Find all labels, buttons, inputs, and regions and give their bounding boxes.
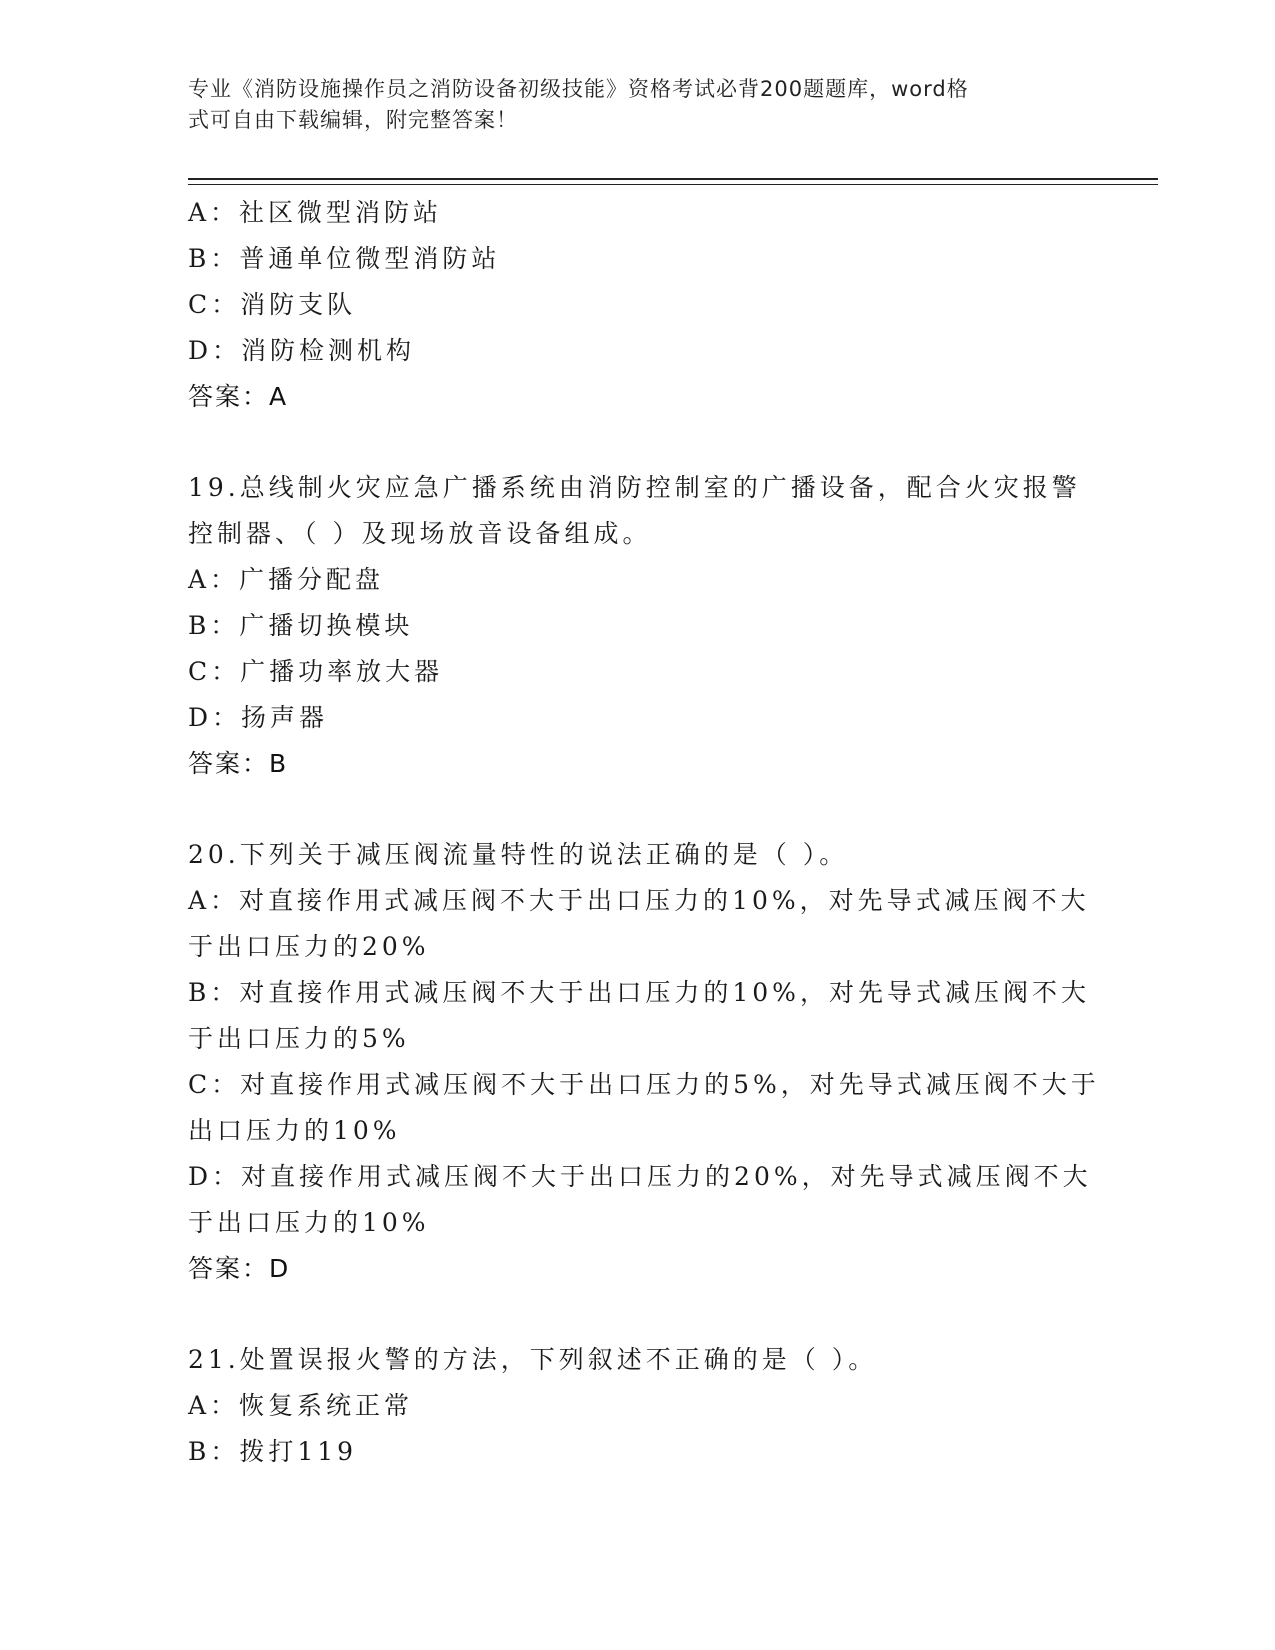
question-stem: 21.处置误报火警的方法，下列叙述不正确的是（ ）。 [188, 1345, 878, 1374]
option-b-continued: 于出口压力的5% [188, 1024, 410, 1053]
header-line-1: 专业《消防设施操作员之消防设备初级技能》资格考试必背200题题库，word格 [188, 77, 969, 101]
option-d: D：对直接作用式减压阀不大于出口压力的20%，对先导式减压阀不大 [188, 1162, 1092, 1191]
option-c: C：广播功率放大器 [188, 657, 444, 686]
answer: 答案：B [188, 749, 289, 778]
question-stem: 19.总线制火灾应急广播系统由消防控制室的广播设备，配合火灾报警 [188, 473, 1081, 502]
option-d: D：扬声器 [188, 703, 329, 732]
option-c: C：消防支队 [188, 290, 357, 319]
header-line-2: 式可自由下载编辑，附完整答案！ [188, 108, 518, 132]
header-divider-thick [188, 178, 1158, 180]
question-stem: 20.下列关于减压阀流量特性的说法正确的是（ ）。 [188, 840, 849, 869]
document-header [188, 74, 1078, 136]
spacer [188, 1292, 1088, 1337]
option-a: A：恢复系统正常 [188, 1391, 414, 1420]
spacer [188, 787, 1088, 832]
question-18-block [188, 190, 1088, 420]
option-c-continued: 出口压力的10% [188, 1116, 401, 1145]
option-d: D：消防检测机构 [188, 336, 416, 365]
option-a: A：对直接作用式减压阀不大于出口压力的10%，对先导式减压阀不大 [188, 886, 1090, 915]
option-a: A：广播分配盘 [188, 565, 385, 594]
question-list [188, 190, 1100, 1475]
option-b: B：拨打119 [188, 1437, 358, 1466]
question-19-block [188, 465, 1088, 787]
question-stem-continued: 控制器、（ ）及现场放音设备组成。 [188, 519, 652, 548]
option-b: B：普通单位微型消防站 [188, 244, 501, 273]
answer: 答案：D [188, 1254, 291, 1283]
spacer [188, 420, 1088, 465]
option-b: B：对直接作用式减压阀不大于出口压力的10%，对先导式减压阀不大 [188, 978, 1090, 1007]
option-c: C：对直接作用式减压阀不大于出口压力的5%，对先导式减压阀不大于 [188, 1070, 1100, 1099]
option-b: B：广播切换模块 [188, 611, 414, 640]
question-21-block [188, 1337, 1088, 1475]
header-divider-thin [188, 184, 1158, 185]
question-20-block [188, 832, 1100, 1292]
answer: 答案：A [188, 382, 289, 411]
option-a: A：社区微型消防站 [188, 198, 443, 227]
option-a-continued: 于出口压力的20% [188, 932, 430, 961]
option-d-continued: 于出口压力的10% [188, 1208, 430, 1237]
